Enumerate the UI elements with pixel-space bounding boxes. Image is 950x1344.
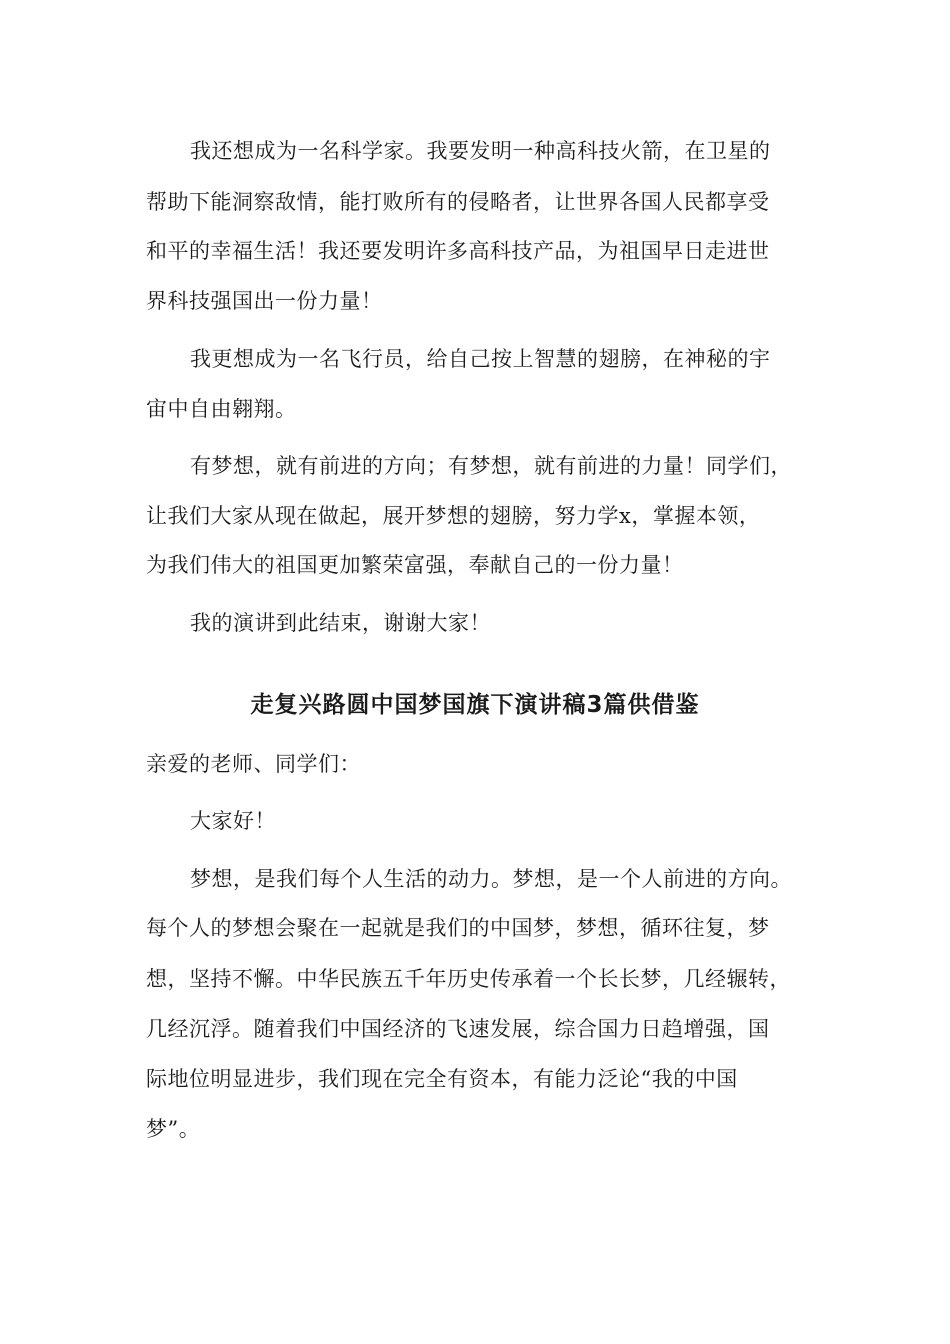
closing-line: 我的演讲到此结束，谢谢大家！ xyxy=(190,611,491,635)
greeting: 大家好！ xyxy=(190,809,276,833)
paragraph-line: 有梦想，就有前进的方向；有梦想，就有前进的力量！同学们， xyxy=(190,454,792,478)
paragraph-line: 和平的幸福生活！我还要发明许多高科技产品，为祖国早日走进世 xyxy=(146,239,770,263)
document-title: 走复兴路圆中国梦国旗下演讲稿3篇供借鉴 xyxy=(250,692,700,718)
paragraph-line: 让我们大家从现在做起，展开梦想的翅膀，努力学x，掌握本领， xyxy=(146,504,761,528)
paragraph-line: 我还想成为一名科学家。我要发明一种高科技火箭，在卫星的 xyxy=(190,139,771,163)
paragraph-line: 几经沉浮。随着我们中国经济的飞速发展，综合国力日趋增强，国 xyxy=(146,1017,770,1041)
salutation: 亲爱的老师、同学们： xyxy=(146,752,361,776)
paragraph-line: 际地位明显进步，我们现在完全有资本，有能力泛论“我的中国 xyxy=(146,1067,738,1091)
paragraph-line: 宙中自由翱翔。 xyxy=(146,397,297,421)
paragraph-line: 每个人的梦想会聚在一起就是我们的中国梦，梦想，循环往复，梦 xyxy=(146,916,770,940)
paragraph-line: 界科技强国出一份力量！ xyxy=(146,289,383,313)
paragraph-line: 为我们伟大的祖国更加繁荣富强，奉献自己的一份力量！ xyxy=(146,553,684,577)
paragraph-line: 我更想成为一名飞行员，给自己按上智慧的翅膀，在神秘的宇 xyxy=(190,347,771,371)
paragraph-line: 想，坚持不懈。中华民族五千年历史传承着一个长长梦，几经辗转， xyxy=(146,967,791,991)
paragraph-line: 帮助下能洞察敌情，能打败所有的侵略者，让世界各国人民都享受 xyxy=(146,190,770,214)
paragraph-line: 梦”。 xyxy=(146,1117,201,1141)
paragraph-line: 梦想，是我们每个人生活的动力。梦想，是一个人前进的方向。 xyxy=(190,867,792,891)
